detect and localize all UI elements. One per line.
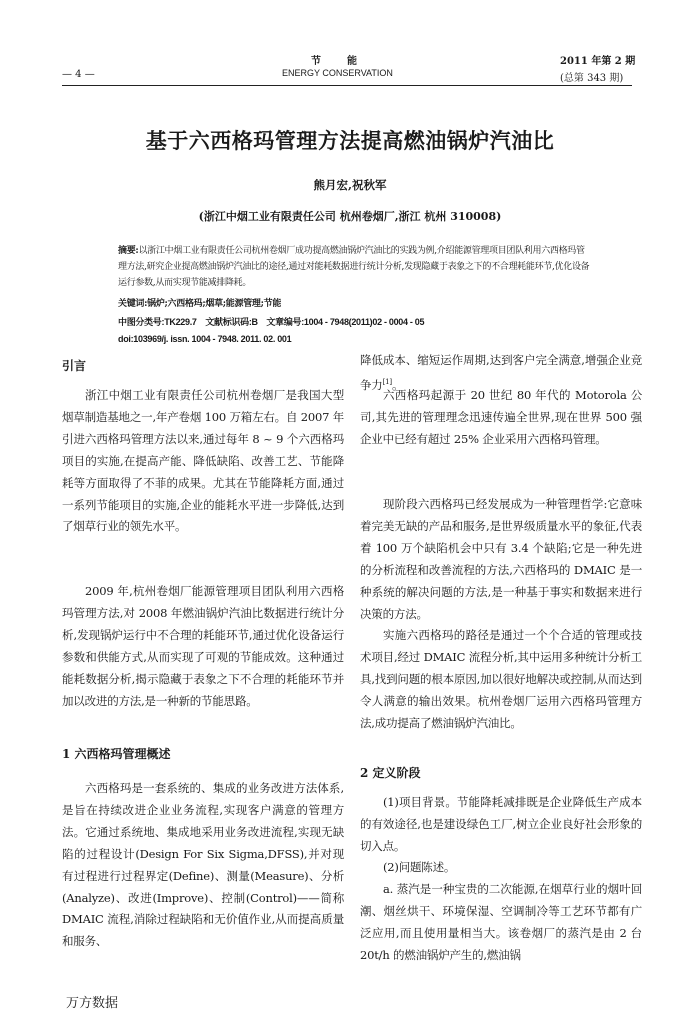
watermark: 万方数据 (66, 996, 119, 1011)
section-heading-2: 2 定义阶段 (360, 766, 421, 780)
keywords-label: 关键词: (118, 299, 148, 309)
affiliation: (浙江中烟工业有限责任公司 杭州卷烟厂,浙江 杭州 310008) (198, 210, 502, 223)
citation-ref-1: [1] (382, 377, 392, 386)
paragraph-right-1-end: 。 (391, 377, 404, 392)
abstract-label: 摘要: (118, 246, 139, 256)
keywords (118, 296, 590, 312)
section-heading-intro: 引言 (62, 359, 87, 373)
paragraph-right-2: 六西格玛起源于 20 世纪 80 年代的 Motorola 公司,其先进的管理理念迅速传遍全世界,现在世界 500 强企业中已经有超过 25% 企业采用六西格玛管理。 (360, 388, 642, 446)
page-number: — 4 — (62, 69, 95, 80)
abstract-text: 以浙江中烟工业有限责任公司杭州卷烟厂成功提高燃油锅炉汽油比的实践为例,介绍能源管理项目团队利用六西格玛管理方法,研究企业提高燃油锅炉汽油比的途径,通过对能耗数据进行统计分析,发现隐藏于表象之下的不合理耗能环节,优化设备运行参数,从而实现节能减排降耗。 (118, 246, 590, 288)
authors: 熊月宏,祝秋军 (313, 178, 387, 192)
total-issue-number: (总第 343 期) (560, 73, 624, 84)
paragraph-right-6: (2)问题陈述。 (383, 860, 456, 874)
doi-line: doi:103969/j. issn. 1004 - 7948. 2011. 02. 001 (118, 334, 292, 344)
classification-line: 中图分类号:TK229.7 文献标识码:B 文章编号:1004 - 7948(2011)02 - 0004 - 05 (118, 317, 425, 327)
section-heading-1: 1 六西格玛管理概述 (62, 747, 171, 761)
journal-name-cn: 节 能 (311, 56, 359, 67)
abstract (118, 243, 590, 291)
header-rule (62, 85, 632, 86)
paragraph-right-3: 现阶段六西格玛已经发展成为一种管理哲学:它意味着完美无缺的产品和服务,是世界级质量水平的象征,代表着 100 万个缺陷机会中只有 3.4 个缺陷;它是一种先进的分析流程和改善流程的方法,六西格玛的 DMAIC 是一种系统的解决问题的方法,是一种基于事实和数据来进行决策的方法。 (360, 497, 642, 621)
keywords-text: 锅炉;六西格玛;烟草;能源管理;节能 (147, 299, 282, 309)
journal-name-en: ENERGY CONSERVATION (282, 68, 393, 78)
paragraph-intro-1: 浙江中烟工业有限责任公司杭州卷烟厂是我国大型烟草制造基地之一,年产卷烟 100 万箱左右。自 2007 年引进六西格玛管理方法以来,通过每年 8 ~ 9 个六西格玛项目的实施,在提高产能、降低缺陷、改善工艺、节能降耗等方面取得了不菲的成果。尤其在节能降耗方面,通过一系列节能项目的实施,企业的能耗水平进一步降低,达到了烟草行业的领先水平。 (62, 388, 344, 534)
paragraph-right-7: a. 蒸汽是一种宝贵的二次能源,在烟草行业的烟叶回潮、烟丝烘干、环境保湿、空调制冷等工艺环节都有广泛应用,而且使用量相当大。该卷烟厂的蒸汽是由 2 台 20t/h 的燃油锅炉产生的,燃油锅 (360, 882, 642, 962)
issue-number: 2011 年第 2 期 (560, 56, 636, 67)
paragraph-right-1-text: 降低成本、缩短运作周期,达到客户完全满意,增强企业竞争力 (360, 353, 642, 392)
paragraph-intro-2: 2009 年,杭州卷烟厂能源管理项目团队利用六西格玛管理方法,对 2008 年燃油锅炉汽油比数据进行统计分析,发现锅炉运行中不合理的耗能环节,通过优化设备运行参数和供能方式,从而实现了可观的节能成效。这种通过能耗数据分析,揭示隐藏于表象之下不合理的耗能环节并加以改进的方法,是一种新的节能思路。 (62, 584, 344, 708)
paragraph-sec1-1: 六西格玛是一套系统的、集成的业务改进方法体系,是旨在持续改进企业业务流程,实现客户满意的管理方法。它通过系统地、集成地采用业务改进流程,实现无缺陷的过程设计(Design For Six Sigma,DFSS),并对现有过程进行过程界定(Define)、测量(Measure)、分析(Analyze)、改进(Improve)、控制(Control)——简称 DMAIC 流程,消除过程缺陷和无价值作业,从而提高质量和服务、 (62, 781, 344, 949)
paragraph-right-5: (1)项目背景。节能降耗减排既是企业降低生产成本的有效途径,也是建设绿色工厂,树立企业良好社会形象的切入点。 (360, 795, 642, 853)
paragraph-right-4: 实施六西格玛的路径是通过一个个合适的管理或技术项目,经过 DMAIC 流程分析,其中运用多种统计分析工具,找到问题的根本原因,加以很好地解决或控制,从而达到令人满意的输出效果。杭州卷烟厂运用六西格玛管理方法,成功提高了燃油锅炉汽油比。 (360, 628, 642, 730)
article-title: 基于六西格玛管理方法提高燃油锅炉汽油比 (145, 128, 555, 153)
